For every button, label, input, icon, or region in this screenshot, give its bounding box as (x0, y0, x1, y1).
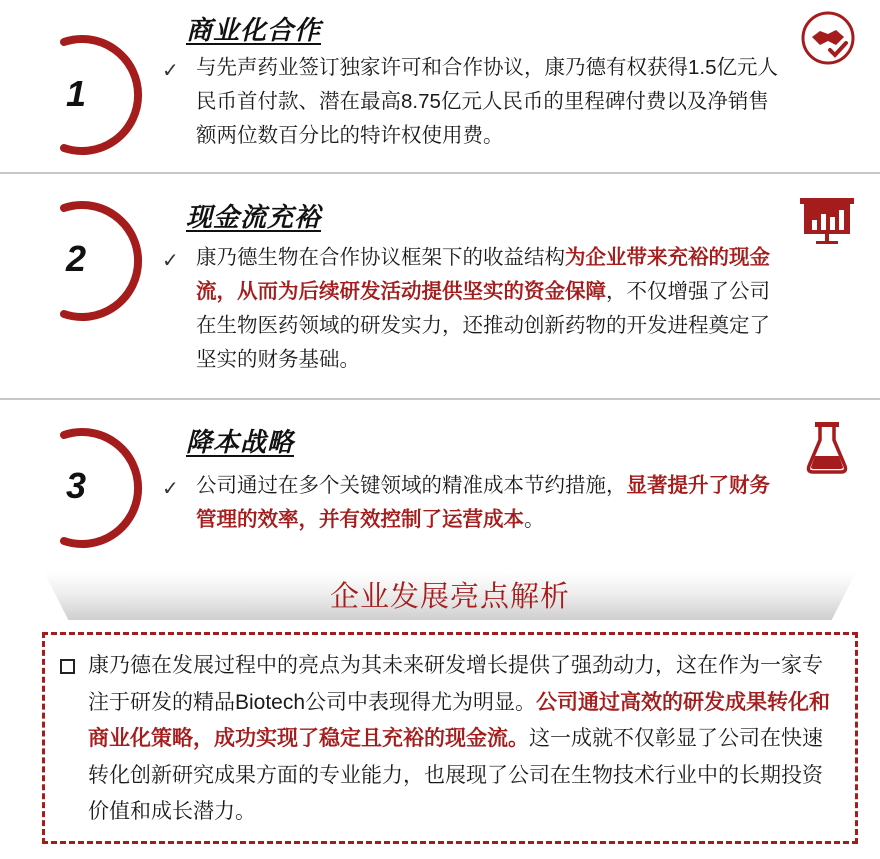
section-3-check-icon: ✓ (162, 478, 179, 500)
section-2-text-b: ，不仅增强了公司在生物医药领域的研发实力，还推动创新药物的开发进程奠定了坚实的财务基础。 (196, 280, 770, 371)
section-3-body (196, 469, 786, 537)
section-2-number: 2 (65, 238, 87, 279)
section-2-text-a: 康乃德生物在合作协议框架下的收益结构 (196, 246, 565, 269)
summary-text (88, 648, 840, 831)
section-2-check-icon: ✓ (162, 250, 179, 272)
section-1-text: 与先声药业签订独家许可和合作协议，康乃德有权获得1.5亿元人民币首付款、潜在最高8.75亿元人民币的里程碑付费以及净销售额两位数百分比的特许权使用费。 (196, 56, 778, 147)
section-1-check-icon: ✓ (162, 60, 179, 82)
section-3-highlight: 显著提升了财务管理的效率，并有效控制了运营成本 (196, 474, 770, 531)
divider-2 (0, 398, 880, 400)
section-2-highlight: 为企业带来充裕的现金流，从而为后续研发活动提供坚实的资金保障 (196, 246, 770, 303)
section-1-number: 1 (65, 73, 87, 114)
summary-highlight: 公司通过高效的研发成果转化和商业化策略，成功实现了稳定且充裕的现金流。 (88, 690, 831, 750)
presentation-chart-icon (798, 196, 856, 246)
divider-1 (0, 172, 880, 174)
bullet-square-icon (60, 659, 75, 674)
section-2-body (196, 241, 786, 377)
section-3-text-a: 公司通过在多个关键领域的精准成本节约措施， (196, 474, 627, 497)
summary-text-b: 这一成就不仅彰显了公司在快速转化创新研究成果方面的专业能力，也展现了公司在生物技术行业中的长期投资价值和成长潜力。 (88, 727, 823, 823)
flask-icon (805, 420, 849, 476)
section-3-text-b: 。 (524, 508, 545, 531)
section-1-title: 商业化合作 (186, 15, 322, 45)
section-2-title: 现金流充裕 (186, 202, 322, 232)
section-1-body (196, 51, 786, 153)
section-3-title: 降本战略 (186, 427, 295, 457)
handshake-icon (800, 10, 856, 66)
highlights-banner-title: 企业发展亮点解析 (329, 581, 570, 613)
summary-text-a: 康乃德在发展过程中的亮点为其未来研发增长提供了强劲动力，这在作为一家专注于研发的精品Biotech公司中表现得尤为明显。 (88, 654, 823, 714)
section-3-number: 3 (65, 465, 87, 506)
